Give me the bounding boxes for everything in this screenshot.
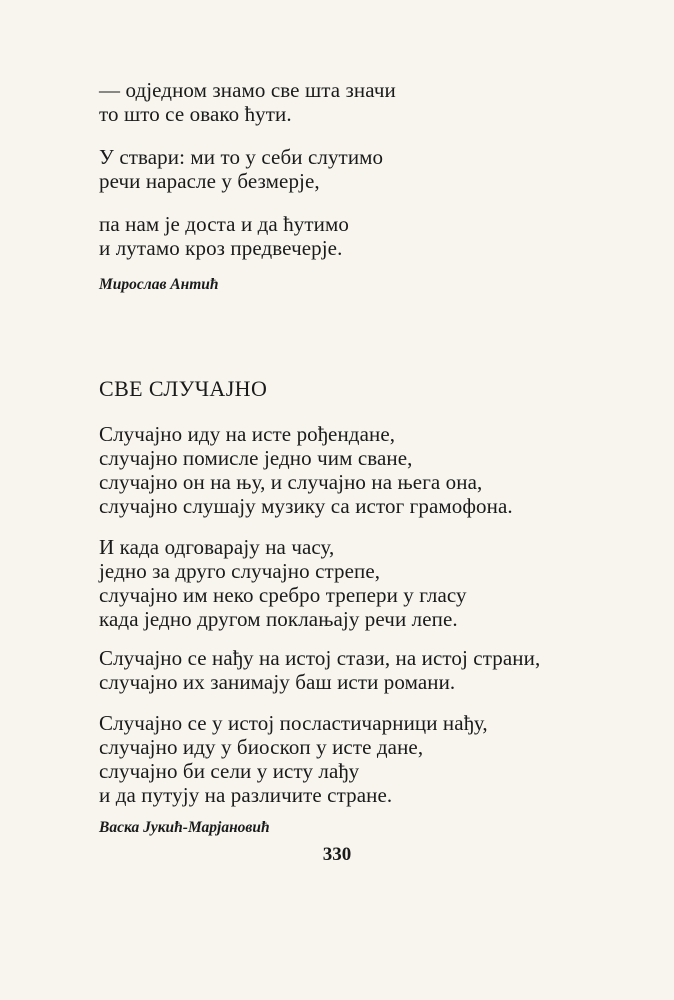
poem-line: У ствари: ми то у себи слутимо xyxy=(99,145,384,169)
poem-stanza xyxy=(99,145,383,193)
poem-author: Мирослав Антић xyxy=(99,276,219,293)
poem-stanza xyxy=(99,212,349,260)
poem-line: случајно он на њу, и случајно на њега она, xyxy=(99,470,483,494)
poem-line: и да путују на различите стране. xyxy=(99,783,393,807)
poem-line: случајно им неко сребро трепери у гласу xyxy=(99,583,467,607)
poem-line: то што се овако ћути. xyxy=(99,102,292,126)
poem-line: случајно их занимају баш исти романи. xyxy=(99,670,456,694)
poem-stanza xyxy=(99,711,488,807)
poem-line: Случајно иду на исте рођендане, xyxy=(99,422,396,446)
poem-line: случајно слушају музику са истог грамофона. xyxy=(99,494,513,518)
poem-line: случајно би сели у исту лађу xyxy=(99,759,360,783)
poem-line: па нам је доста и да ћутимо xyxy=(99,212,349,236)
poem-line: Случајно се у истој посластичарници нађу, xyxy=(99,711,488,735)
page-number: 330 xyxy=(322,844,352,865)
poem-line: када једно другом поклањају речи лепе. xyxy=(99,607,458,631)
poem-line: случајно иду у биоскоп у исте дане, xyxy=(99,735,424,759)
poem-stanza xyxy=(99,646,540,694)
poem-line: Случајно се нађу на истој стази, на истој страни, xyxy=(99,646,541,670)
poem-stanza xyxy=(99,422,513,518)
poem-title: СВЕ СЛУЧАЈНО xyxy=(99,376,268,401)
poem-line: и лутамо кроз предвечерје. xyxy=(99,236,343,260)
poem-line: случајно помисле једно чим сване, xyxy=(99,446,413,470)
poem-stanza xyxy=(99,535,467,631)
poem-line: — одједном знамо све шта значи xyxy=(99,78,396,102)
poem-line: једно за друго случајно стрепе, xyxy=(99,559,381,583)
poem-stanza xyxy=(99,78,396,126)
poem-line: И када одговарају на часу, xyxy=(99,535,335,559)
poem-author: Васка Јукић-Марјановић xyxy=(99,819,270,836)
poem-line: речи нарасле у безмерје, xyxy=(99,169,320,193)
